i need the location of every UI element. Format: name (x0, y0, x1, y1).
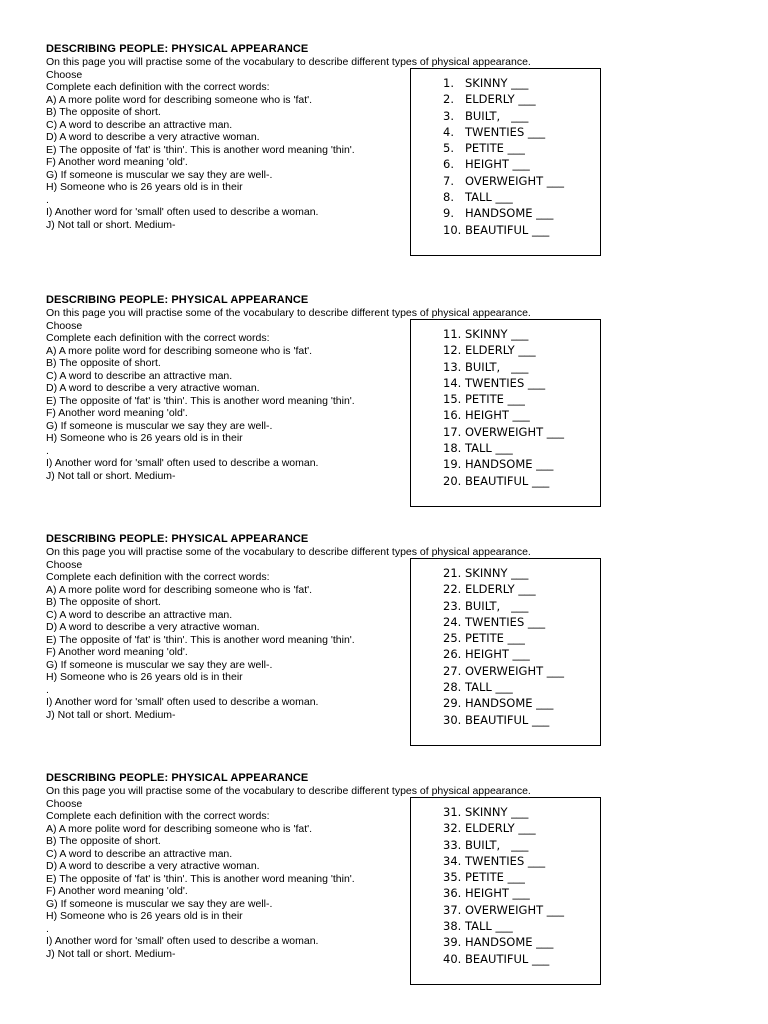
word-number: 38. (443, 919, 462, 934)
instruction-line: D) A word to describe a very atractive woman. (46, 131, 260, 143)
instruction-line: Complete each definition with the correct words: (46, 571, 270, 583)
word-item (443, 407, 564, 423)
word-text: HEIGHT ___ (465, 408, 530, 423)
word-text: SKINNY ___ (465, 566, 529, 580)
instruction-line: J) Not tall or short. Medium- (46, 218, 176, 231)
word-text: ELDERLY ___ (465, 343, 536, 358)
instruction-line: Complete each definition with the correct words: (46, 332, 270, 344)
word-text: HANDSOME ___ (465, 696, 554, 711)
word-number: 29. (443, 696, 462, 711)
instruction-line: A) A more polite word for describing someone who is 'fat'. (46, 93, 313, 106)
instruction-line: G) If someone is muscular we say they are well-. (46, 897, 273, 910)
word-item (443, 359, 564, 375)
word-item (443, 222, 564, 238)
instruction-line: F) Another word meaning 'old'. (46, 407, 188, 419)
word-list (443, 326, 564, 489)
word-item (443, 918, 564, 934)
worksheet-title: DESCRIBING PEOPLE: PHYSICAL APPEARANCE (46, 533, 309, 545)
word-number: 20. (443, 473, 462, 488)
word-item (443, 205, 564, 221)
word-item (443, 630, 564, 646)
word-number: 4. (443, 124, 454, 139)
word-item (443, 663, 564, 679)
word-text: BEAUTIFUL ___ (465, 473, 550, 488)
word-item (443, 108, 564, 124)
word-item (443, 391, 564, 407)
word-item (443, 614, 564, 630)
instruction-line: H) Someone who is 26 years old is in their (46, 181, 243, 193)
instruction-line: Complete each definition with the correct words: (46, 81, 270, 93)
word-number: 5. (443, 141, 454, 156)
word-number: 24. (443, 614, 462, 629)
word-text: TALL ___ (465, 680, 513, 695)
word-item (443, 934, 564, 950)
word-text: PETITE ___ (465, 392, 525, 407)
word-item (443, 581, 564, 597)
word-number: 25. (443, 631, 462, 646)
word-text: TWENTIES ___ (465, 124, 546, 139)
word-number: 18. (443, 441, 462, 456)
instruction-line: J) Not tall or short. Medium- (46, 947, 176, 960)
instruction-line: B) The opposite of short. (46, 357, 161, 369)
word-text: HANDSOME ___ (465, 935, 554, 950)
word-number: 16. (443, 408, 462, 423)
instruction-line: Choose (46, 319, 83, 332)
word-item (443, 173, 564, 189)
word-item (443, 837, 564, 853)
word-item (443, 375, 564, 391)
instruction-line: H) Someone who is 26 years old is in their (46, 671, 243, 683)
word-text: BEAUTIFUL ___ (465, 951, 550, 966)
word-number: 40. (443, 951, 462, 966)
word-text: HEIGHT ___ (465, 647, 530, 662)
instruction-line: C) A word to describe an attractive man. (46, 608, 233, 621)
word-text: HEIGHT ___ (465, 157, 530, 172)
instruction-line: G) If someone is muscular we say they are well-. (46, 419, 273, 432)
word-text: BUILT, ___ (465, 598, 529, 613)
word-number: 21. (443, 566, 462, 580)
instruction-line: H) Someone who is 26 years old is in their (46, 432, 243, 444)
word-item (443, 695, 564, 711)
word-text: BUILT, ___ (465, 108, 529, 123)
word-box (410, 319, 601, 507)
word-number: 31. (443, 805, 462, 819)
word-item (443, 679, 564, 695)
word-item (443, 124, 564, 140)
word-item (443, 804, 564, 820)
instruction-line: A) A more polite word for describing someone who is 'fat'. (46, 344, 313, 357)
instruction-line: F) Another word meaning 'old'. (46, 646, 188, 658)
worksheet-title: DESCRIBING PEOPLE: PHYSICAL APPEARANCE (46, 294, 309, 306)
instruction-line: D) A word to describe a very atractive woman. (46, 621, 260, 633)
instruction-line: F) Another word meaning 'old'. (46, 156, 188, 168)
worksheet-block (46, 772, 616, 1002)
word-item (443, 473, 564, 489)
word-number: 36. (443, 886, 462, 901)
word-text: TALL ___ (465, 190, 513, 205)
word-number: 35. (443, 870, 462, 885)
worksheet-block (46, 533, 616, 763)
instruction-line: . (46, 922, 49, 935)
word-text: TWENTIES ___ (465, 853, 546, 868)
word-list (443, 565, 564, 728)
instruction-line: . (46, 193, 49, 206)
word-text: HEIGHT ___ (465, 886, 530, 901)
word-number: 19. (443, 457, 462, 472)
word-item (443, 91, 564, 107)
word-text: PETITE ___ (465, 870, 525, 885)
instruction-line: Choose (46, 558, 83, 571)
word-item (443, 712, 564, 728)
word-text: OVERWEIGHT ___ (465, 424, 565, 439)
instruction-line: C) A word to describe an attractive man. (46, 118, 233, 131)
word-item (443, 75, 564, 91)
instruction-line: On this page you will practise some of the vocabulary to describe different types of physical appearance. (46, 785, 531, 797)
word-text: PETITE ___ (465, 631, 525, 646)
word-item (443, 140, 564, 156)
word-text: SKINNY ___ (465, 327, 529, 341)
word-number: 2. (443, 92, 454, 107)
word-text: HANDSOME ___ (465, 457, 554, 472)
instruction-line: E) The opposite of 'fat' is 'thin'. This is another word meaning 'thin'. (46, 633, 355, 646)
word-item (443, 951, 564, 967)
word-text: SKINNY ___ (465, 805, 529, 819)
word-text: TALL ___ (465, 441, 513, 456)
word-number: 3. (443, 108, 454, 123)
instruction-line: B) The opposite of short. (46, 835, 161, 847)
instruction-line: On this page you will practise some of the vocabulary to describe different types of physical appearance. (46, 546, 531, 558)
word-item (443, 853, 564, 869)
instruction-line: I) Another word for 'small' often used to describe a woman. (46, 696, 319, 708)
word-item (443, 424, 564, 440)
instruction-line: J) Not tall or short. Medium- (46, 469, 176, 482)
word-number: 37. (443, 902, 462, 917)
word-number: 11. (443, 327, 462, 341)
word-text: OVERWEIGHT ___ (465, 902, 565, 917)
word-number: 15. (443, 392, 462, 407)
instruction-line: On this page you will practise some of the vocabulary to describe different types of physical appearance. (46, 56, 531, 68)
word-text: ELDERLY ___ (465, 92, 536, 107)
instruction-line: . (46, 444, 49, 457)
instruction-line: Choose (46, 797, 83, 810)
word-item (443, 456, 564, 472)
worksheet-title: DESCRIBING PEOPLE: PHYSICAL APPEARANCE (46, 43, 309, 55)
word-number: 12. (443, 343, 462, 358)
instruction-line: E) The opposite of 'fat' is 'thin'. This is another word meaning 'thin'. (46, 143, 355, 156)
instruction-line: A) A more polite word for describing someone who is 'fat'. (46, 822, 313, 835)
word-number: 6. (443, 157, 454, 172)
instruction-line: H) Someone who is 26 years old is in their (46, 910, 243, 922)
word-number: 7. (443, 173, 454, 188)
instruction-line: C) A word to describe an attractive man. (46, 369, 233, 382)
word-text: BEAUTIFUL ___ (465, 712, 550, 727)
worksheet-block (46, 43, 616, 273)
word-number: 14. (443, 375, 462, 390)
word-number: 10. (443, 222, 462, 237)
word-number: 27. (443, 663, 462, 678)
word-number: 13. (443, 359, 462, 374)
word-item (443, 342, 564, 358)
instruction-line: I) Another word for 'small' often used to describe a woman. (46, 457, 319, 469)
word-item (443, 598, 564, 614)
word-text: BUILT, ___ (465, 359, 529, 374)
word-item (443, 565, 564, 581)
word-item (443, 189, 564, 205)
instruction-line: On this page you will practise some of the vocabulary to describe different types of physical appearance. (46, 307, 531, 319)
instruction-line: C) A word to describe an attractive man. (46, 847, 233, 860)
word-number: 30. (443, 712, 462, 727)
word-number: 8. (443, 190, 454, 205)
word-item (443, 885, 564, 901)
word-item (443, 326, 564, 342)
word-number: 39. (443, 935, 462, 950)
word-item (443, 820, 564, 836)
instruction-line: . (46, 683, 49, 696)
word-text: OVERWEIGHT ___ (465, 663, 565, 678)
word-number: 33. (443, 837, 462, 852)
instruction-line: E) The opposite of 'fat' is 'thin'. This is another word meaning 'thin'. (46, 394, 355, 407)
instruction-line: G) If someone is muscular we say they are well-. (46, 658, 273, 671)
word-text: ELDERLY ___ (465, 821, 536, 836)
instruction-line: I) Another word for 'small' often used to describe a woman. (46, 206, 319, 218)
word-text: BUILT, ___ (465, 837, 529, 852)
word-box (410, 68, 601, 256)
word-number: 23. (443, 598, 462, 613)
word-text: TALL ___ (465, 919, 513, 934)
word-number: 9. (443, 206, 454, 221)
word-text: BEAUTIFUL ___ (465, 222, 550, 237)
word-text: HANDSOME ___ (465, 206, 554, 221)
instruction-line: B) The opposite of short. (46, 596, 161, 608)
instruction-line: E) The opposite of 'fat' is 'thin'. This is another word meaning 'thin'. (46, 872, 355, 885)
word-text: TWENTIES ___ (465, 614, 546, 629)
instruction-line: Choose (46, 68, 83, 81)
word-number: 22. (443, 582, 462, 597)
worksheet-title: DESCRIBING PEOPLE: PHYSICAL APPEARANCE (46, 772, 309, 784)
word-item (443, 869, 564, 885)
instruction-line: A) A more polite word for describing someone who is 'fat'. (46, 583, 313, 596)
word-number: 1. (443, 76, 454, 90)
word-number: 34. (443, 853, 462, 868)
word-text: PETITE ___ (465, 141, 525, 156)
word-item (443, 646, 564, 662)
word-item (443, 156, 564, 172)
word-number: 28. (443, 680, 462, 695)
instruction-line: G) If someone is muscular we say they are well-. (46, 168, 273, 181)
word-text: OVERWEIGHT ___ (465, 173, 565, 188)
word-item (443, 902, 564, 918)
word-box (410, 558, 601, 746)
word-number: 26. (443, 647, 462, 662)
word-number: 32. (443, 821, 462, 836)
word-list (443, 804, 564, 967)
instruction-line: D) A word to describe a very atractive woman. (46, 860, 260, 872)
word-number: 17. (443, 424, 462, 439)
word-box (410, 797, 601, 985)
word-text: SKINNY ___ (465, 76, 529, 90)
word-text: ELDERLY ___ (465, 582, 536, 597)
word-list (443, 75, 564, 238)
instruction-line: D) A word to describe a very atractive woman. (46, 382, 260, 394)
instruction-line: I) Another word for 'small' often used to describe a woman. (46, 935, 319, 947)
instruction-line: B) The opposite of short. (46, 106, 161, 118)
instruction-line: F) Another word meaning 'old'. (46, 885, 188, 897)
instruction-line: Complete each definition with the correct words: (46, 810, 270, 822)
word-item (443, 440, 564, 456)
instruction-line: J) Not tall or short. Medium- (46, 708, 176, 721)
word-text: TWENTIES ___ (465, 375, 546, 390)
worksheet-block (46, 294, 616, 524)
